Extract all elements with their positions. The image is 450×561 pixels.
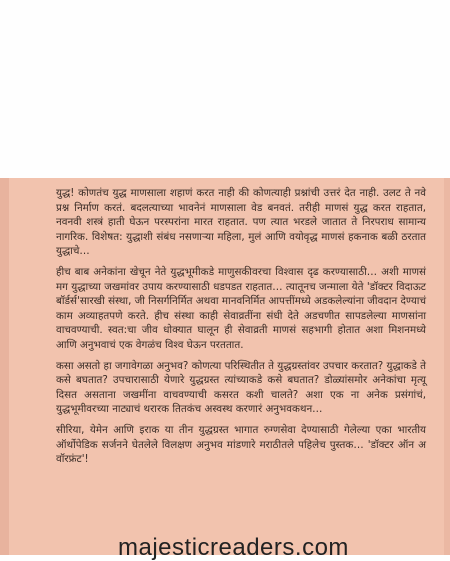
cover-right-edge (444, 178, 450, 555)
cover-left-edge (0, 178, 9, 555)
top-blank-area (0, 0, 450, 178)
blurb-paragraph-1: युद्ध! कोणतंच युद्ध माणसाला शहाणं करत नाही की कोणत्याही प्रश्नांची उत्तरं देत नाही. उलट ते नवे प्रश्न निर्माण करतं. बदलत्याच्या भावनेनं माणसाला वेड बनवतं. तरीही माणसं युद्ध करत राहतात, नवनवी शस्त्रं हाती घेऊन परस्परांना मारत राहतात. पण त्यात भरडले जातात ते निरपराध सामान्य नागरिक. विशेषत: युद्धाशी संबंध नसणाऱ्या महिला, मुलं आणि वयोवृद्ध माणसं हकनाक बळी ठरतात युद्धाचे… (56, 187, 426, 258)
back-cover-blurb (56, 186, 426, 473)
blurb-paragraph-4: सीरिया, येमेन आणि इराक या तीन युद्धग्रस्त भागात रुग्णसेवा देण्यासाठी गेलेल्या एका भारतीय ऑर्थोपेडिक सर्जनने घेतलेले विलक्षण अनुभव मांडणारे मराठीतले पहिलेच पुस्तक… 'डॉक्टर ऑन अ वॉरफ्रंट'! (56, 423, 426, 466)
site-watermark: majesticreaders.com (118, 534, 349, 561)
blurb-paragraph-2: हीच बाब अनेकांना खेचून नेते युद्धभूमीकडे माणुसकीवरचा विश्वास दृढ करण्यासाठी… अशी माणसं मग युद्धाच्या जखमांवर उपाय करण्यासाठी धडपडत राहतात… त्यातूनच जन्माला येते 'डॉक्टर विदाऊट बॉर्डर्स'सारखी संस्था, जी निसर्गनिर्मित अथवा मानवनिर्मित आपत्तींमध्ये अडकलेल्यांना जीवदान देण्याचं काम अव्याहतपणे करते. हीच संस्था काही सेवाव्रतींना संधी देते अडचणीत सापडलेल्या माणसांना वाचवण्याची. स्वत:चा जीव धोक्यात घालून ही सेवाव्रती माणसं सहभागी होतात अशा मिशनमध्ये आणि अनुभवाचं एक वेगळंच विश्व घेऊन परततात. (56, 265, 426, 351)
blurb-paragraph-3: कसा असतो हा जगावेगळा अनुभव? कोणत्या परिस्थितीत ते युद्धग्रस्तांवर उपचार करतात? युद्धाकडे ते कसे बघतात? उपचारासाठी येणारे युद्धग्रस्त त्यांच्याकडे कसे बघतात? डोळ्यांसमोर अनेकांचा मृत्यू दिसत असताना जखमींना वाचवण्याची कसरत कशी चालते? अशा एक ना अनेक प्रसंगांचं, युद्धभूमीवरच्या नाट्याचं थरारक तितकंच अस्वस्थ करणारं अनुभवकथन… (56, 359, 426, 416)
